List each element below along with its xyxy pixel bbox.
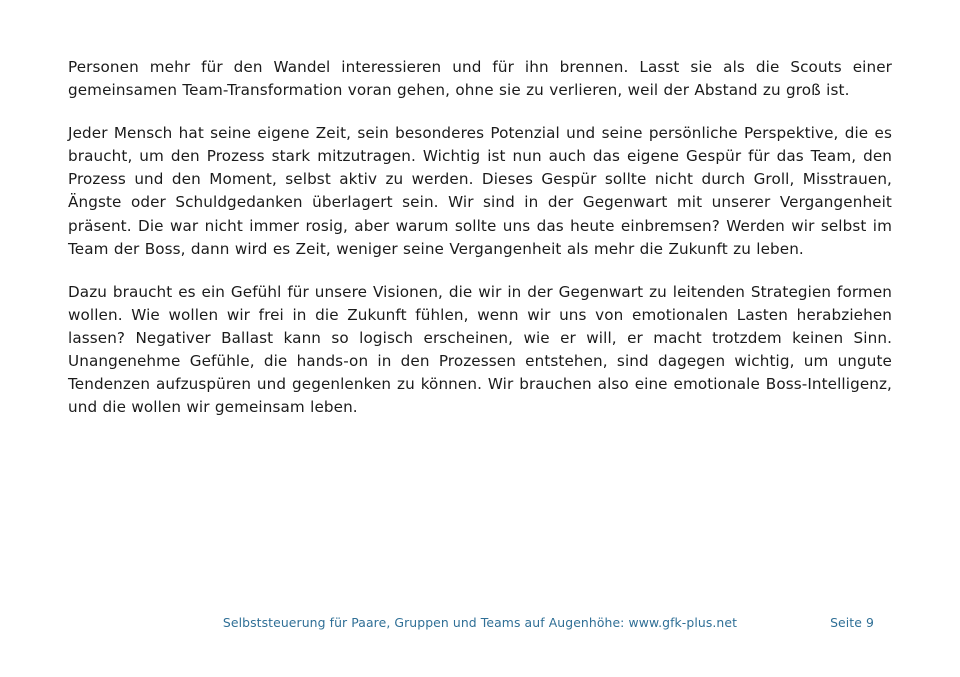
footer-caption (68, 615, 892, 630)
paragraph-2: Jeder Mensch hat seine eigene Zeit, sein besonderes Potenzial und seine persönliche Perspektive, die es braucht, um den Prozess stark mitzutragen. Wichtig ist nun auch das eigene Gespür für das Team, den Prozess und den Moment, selbst aktiv zu werden. Dieses Gespür sollte nicht durch Groll, Misstrauen, Ängste oder Schuldgedanken überlagert sein. Wir sind in der Gegenwart mit unserer Vergangenheit präsent. Die war nicht immer rosig, aber warum sollte uns das heute einbremsen? Werden wir selbst im Team der Boss, dann wird es Zeit, weniger seine Vergangenheit als mehr die Zukunft zu leben. (68, 124, 892, 258)
body-text (68, 56, 892, 419)
footer-url[interactable]: www.gfk-plus.net (628, 615, 738, 630)
paragraph-1: Personen mehr für den Wandel interessieren und für ihn brennen. Lasst sie als die Scouts einer gemeinsamen Team-Transformation voran gehen, ohne sie zu verlieren, weil der Abstand zu groß ist. (68, 58, 892, 100)
footer-text: Selbststeuerung für Paare, Gruppen und Teams auf Augenhöhe: (222, 615, 625, 630)
paragraph-3: Dazu braucht es ein Gefühl für unsere Visionen, die wir in der Gegenwart zu leitenden Strategien formen wollen. Wie wollen wir frei in die Zukunft fühlen, wenn wir uns von emotionalen Lasten herabziehen lassen? Negativer Ballast kann so logisch erscheinen, wie er will, er macht trotzdem keinen Sinn. Unangenehme Gefühle, die hands-on in den Prozessen entstehen, sind dagegen wichtig, um ungute Tendenzen aufzuspüren und gegenlenken zu können. Wir brauchen also eine emotionale Boss-Intelligenz, und die wollen wir gemeinsam leben. (68, 282, 892, 417)
page-footer (68, 615, 892, 635)
page-number: Seite 9 (830, 615, 874, 630)
